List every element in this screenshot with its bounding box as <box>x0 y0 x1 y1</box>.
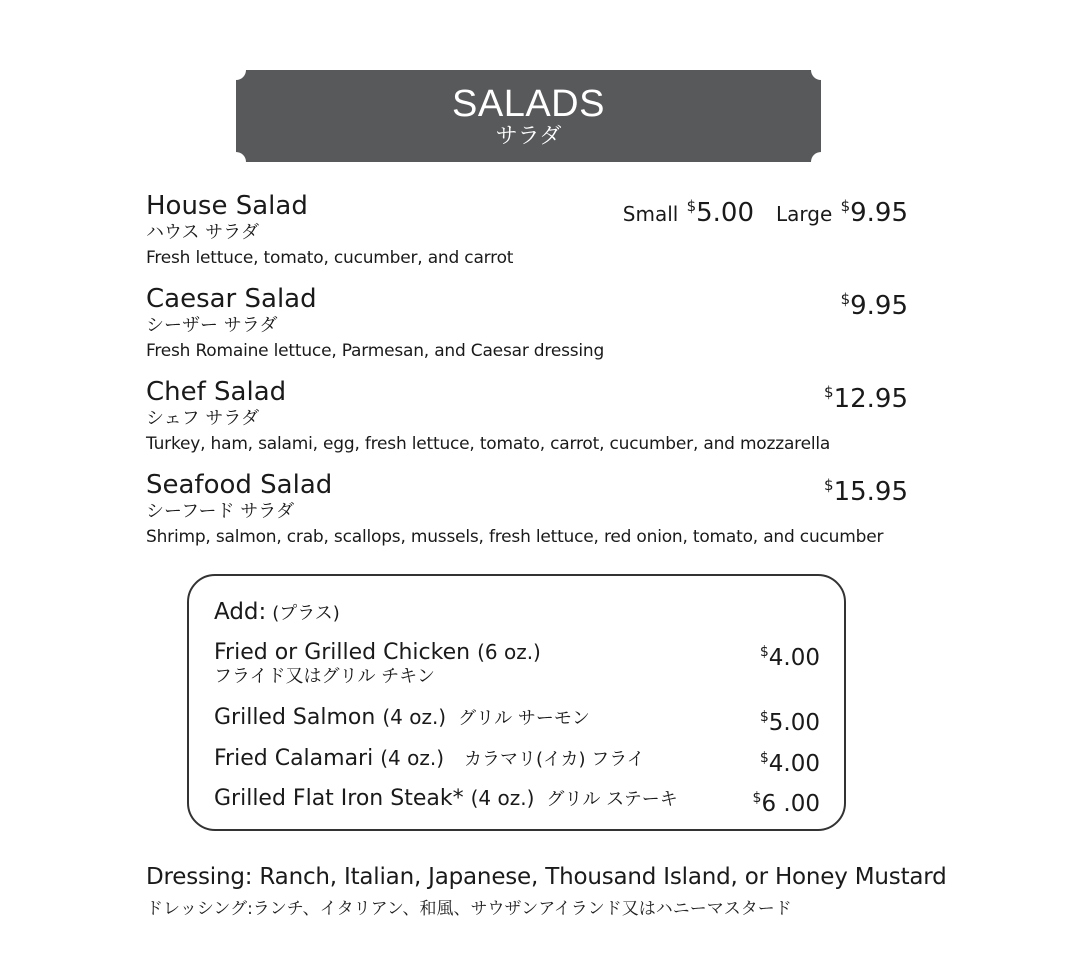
add-ons-box <box>187 574 846 831</box>
price-value: 12.95 <box>833 384 908 414</box>
price-value: 9.95 <box>850 198 908 228</box>
add-on-title: Grilled Flat Iron Steak* <box>214 786 464 811</box>
add-on-salmon <box>214 703 820 736</box>
add-on-name-jp: カラマリ(イカ) フライ <box>464 749 645 770</box>
add-on-price <box>760 703 820 737</box>
add-ons-title <box>214 598 340 628</box>
add-on-title: Fried or Grilled Chicken <box>214 640 471 665</box>
currency-symbol: $ <box>759 644 769 660</box>
size-label-small: Small <box>622 202 679 226</box>
dressing-options: Dressing: Ranch, Italian, Japanese, Thousand Island, or Honey Mustard <box>146 864 947 890</box>
add-on-title: Fried Calamari <box>214 746 374 771</box>
price-value: 5.00 <box>768 710 820 736</box>
item-description: Turkey, ham, salami, egg, fresh lettuce, tomato, carrot, cucumber, and mozzarella <box>146 434 831 454</box>
currency-symbol: $ <box>759 709 769 725</box>
add-on-name <box>214 786 534 811</box>
menu-item-chef-salad <box>146 376 946 469</box>
currency-symbol: $ <box>824 476 834 494</box>
item-description: Fresh lettuce, tomato, cucumber, and carrot <box>146 248 514 268</box>
item-price <box>824 469 908 508</box>
add-on-price <box>760 744 820 778</box>
add-on-price <box>760 638 820 672</box>
size-label-large: Large <box>776 202 833 226</box>
add-on-portion: (4 oz.) <box>380 746 444 770</box>
add-on-portion: (4 oz.) <box>470 786 535 810</box>
add-on-name-jp: グリル ステーキ <box>546 789 678 810</box>
currency-symbol: $ <box>759 750 769 766</box>
currency-symbol: $ <box>840 197 851 215</box>
add-on-title: Grilled Salmon <box>214 705 376 730</box>
currency-symbol: $ <box>840 290 851 308</box>
section-banner <box>236 70 821 162</box>
price-value: 4.00 <box>768 645 820 671</box>
add-on-name <box>214 746 444 771</box>
item-name: Chef Salad <box>146 377 287 407</box>
price-value: 4.00 <box>768 751 820 777</box>
add-on-portion: (4 oz.) <box>382 705 447 729</box>
section-title: SALADS <box>452 83 605 125</box>
item-name: Caesar Salad <box>146 284 317 314</box>
menu-item-seafood-salad <box>146 469 946 562</box>
add-on-calamari <box>214 744 820 777</box>
item-description: Shrimp, salmon, crab, scallops, mussels, fresh lettuce, red onion, tomato, and cucumber <box>146 527 884 547</box>
section-subtitle: サラダ <box>495 124 562 149</box>
price-value: 9.95 <box>850 291 908 321</box>
add-on-steak <box>214 784 820 817</box>
price-small <box>623 190 754 230</box>
price-large <box>776 190 908 230</box>
salad-list <box>146 190 946 562</box>
add-on-name-jp: フライド又はグリル チキン <box>214 666 436 687</box>
dressing-options-jp: ドレッシング:ランチ、イタリアン、和風、サウザンアイランド又はハニーマスタード <box>146 899 792 919</box>
item-name-jp: シェフ サラダ <box>146 408 260 429</box>
menu-item-caesar-salad <box>146 283 946 376</box>
item-name: Seafood Salad <box>146 470 333 500</box>
add-on-name-jp: グリル サーモン <box>458 708 590 729</box>
currency-symbol: $ <box>752 790 762 806</box>
item-description: Fresh Romaine lettuce, Parmesan, and Caesar dressing <box>146 341 605 361</box>
add-on-portion: (6 oz.) <box>477 640 541 664</box>
item-name-jp: ハウス サラダ <box>146 222 260 243</box>
item-prices <box>623 190 908 230</box>
add-on-name <box>214 705 446 730</box>
menu-item-house-salad <box>146 190 946 283</box>
price-value: 15.95 <box>833 477 908 507</box>
item-name-jp: シーフード サラダ <box>146 501 295 522</box>
add-on-name <box>214 640 541 665</box>
item-name: House Salad <box>146 191 308 221</box>
currency-symbol: $ <box>824 383 834 401</box>
add-on-chicken <box>214 638 820 687</box>
price-value: 5.00 <box>696 198 755 228</box>
add-on-price <box>753 784 820 818</box>
item-name-jp: シーザー サラダ <box>146 315 278 336</box>
currency-symbol: $ <box>686 197 697 215</box>
add-label-jp: (プラス) <box>272 603 340 624</box>
price-value: 6 .00 <box>761 791 820 817</box>
add-label: Add: <box>214 599 267 625</box>
item-price <box>824 376 908 415</box>
item-price <box>841 283 908 322</box>
